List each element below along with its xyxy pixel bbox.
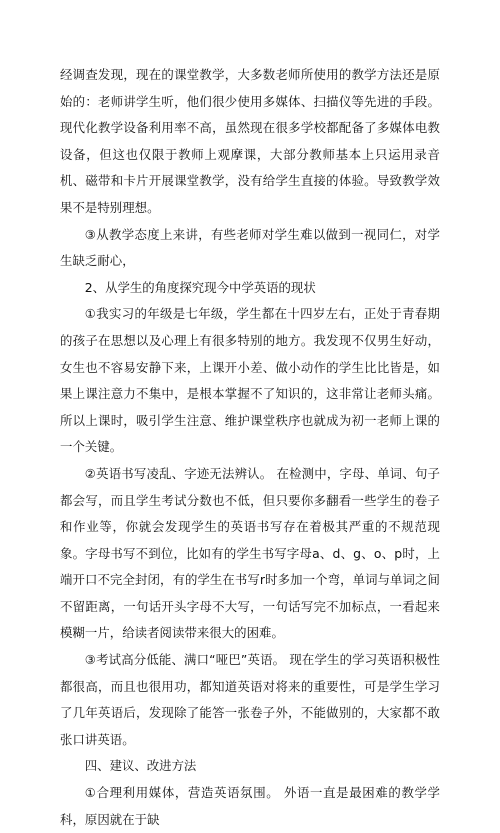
section-heading-student-perspective: 2、从学生的角度探究现今中学英语的现状 [84,279,316,295]
paragraph-mute-english: ③考试高分低能、满口“哑巴”英语。 现在学生的学习英语积极性都很高，而且也很用功，都知道英语对将来的重要性，可是学生学习了几年英语后，发现除了能答一张卷子外，不能做别的，大家都不敢张口讲英语。 [60,652,440,747]
paragraph-teaching-attitude: ③从教学态度上来讲，有些老师对学生难以做到一视同仁，对学生缺乏耐心， [60,226,440,269]
paragraph-use-media: ①合理利用媒体，营造英语氛围。 外语一直是最困难的教学学科，原因就在于缺 [60,785,440,827]
paragraph-grade-seven: ①我实习的年级是七年级，学生都在十四岁左右，正处于青春期的孩子在思想以及心理上有很多特别的地方。我发现不仅男生好动，女生也不容易安静下来，上课开小差、做小动作的学生比比皆是，如果上课注意力不集中，是根本掌握不了知识的，这非常让老师头痛。所以上课时，吸引学生注意、维护课堂秩序也就成为初一老师上课的一个关键。 [60,306,440,455]
paragraph-continued: 经调查发现，现在的课堂教学，大多数老师所使用的教学方法还是原始的：老师讲学生听，他们很少使用多媒体、扫描仪等先进的手段。现代化教学设备利用率不高，虽然现在很多学校都配备了多媒体电教设备，但这也仅限于教师上观摩课，大部分教师基本上只运用录音机、磁带和卡片开展课堂教学，没有给学生直接的体验。导致教学效果不是特别理想。 [60,67,440,215]
section-heading-suggestions: 四、建议、改进方法 [84,758,197,774]
paragraph-handwriting: ②英语书写凌乱、字迹无法辨认。 在检测中，字母、单词、句子都会写，而且学生考试分数也不低，但只要你多翻看一些学生的卷子和作业等，你就会发现学生的英语书写存在着极其严重的不规范现象。字母书写不到位，比如有的学生书写字母a、d、g、o、p时，上端开口不完全封闭，有的学生在书写r时多加一个弯，单词与单词之间不留距离，一句话开头字母不大写，一句话写完不加标点，一看起来模糊一片，给读者阅读带来很大的困难。 [60,465,440,641]
